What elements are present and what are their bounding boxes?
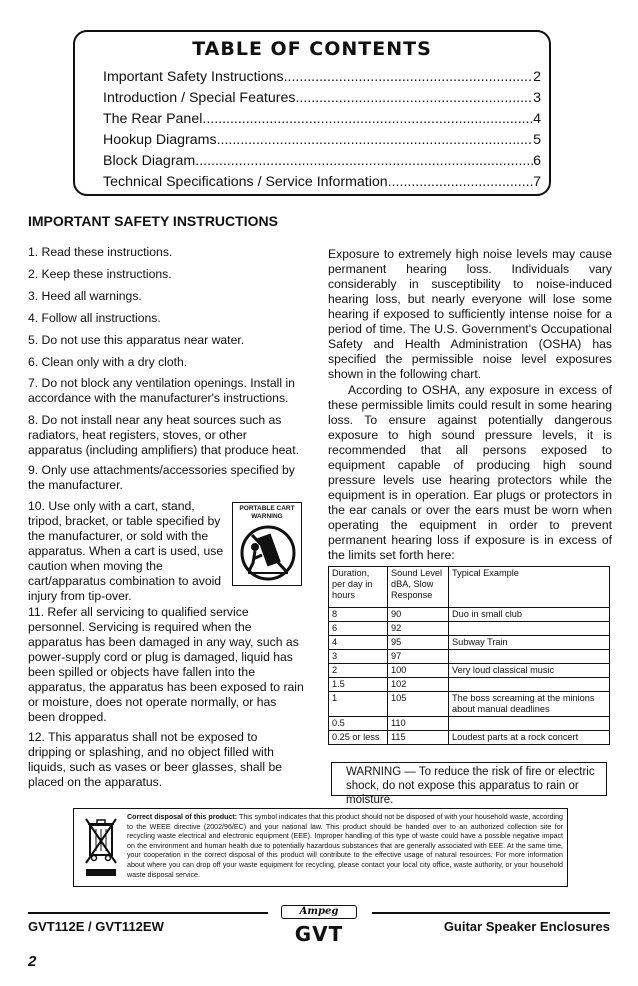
table-cell: 115 (388, 731, 449, 745)
table-cell: Loudest parts at a rock concert (449, 731, 610, 745)
table-header-row (329, 567, 610, 608)
toc-entry-page: 4 (533, 111, 541, 127)
table-cell (449, 622, 610, 636)
table-cell: 102 (388, 678, 449, 692)
table-cell: 92 (388, 622, 449, 636)
table-row (329, 664, 610, 678)
toc-entry[interactable] (103, 68, 541, 87)
table-cell: 3 (329, 650, 388, 664)
instruction-item: 6. Clean only with a dry cloth. (28, 355, 188, 369)
toc-entry-label: Hookup Diagrams (103, 132, 217, 148)
toc-entry-label: The Rear Panel (103, 111, 203, 127)
page-number: 2 (28, 953, 37, 970)
table-row (329, 622, 610, 636)
table-cell: 0.25 or less (329, 731, 388, 745)
table-cell: 8 (329, 608, 388, 622)
toc-entry[interactable] (103, 89, 541, 108)
toc-entry-page: 5 (533, 132, 541, 148)
portable-cart-warning (232, 502, 302, 586)
brand-logo: Ampeg (281, 905, 357, 919)
disposal-lead: Correct disposal of this product: (127, 813, 238, 821)
warning-box: WARNING — To reduce the risk of fire or electric shock, do not expose this apparatus to rain or moisture. (331, 762, 607, 796)
toc-entry-label: Important Safety Instructions (103, 69, 284, 85)
instruction-item: 12. This apparatus shall not be exposed to dripping or splashing, and no object filled with liquids, such as vases or beer glasses, shall be placed on the apparatus. (28, 730, 283, 789)
table-cell: 100 (388, 664, 449, 678)
table-row (329, 731, 610, 745)
toc-entry-page: 7 (533, 174, 541, 190)
table-row (329, 650, 610, 664)
table-cell: Very loud classical music (449, 664, 610, 678)
instruction-item: 9. Only use attachments/accessories specified by the manufacturer. (28, 463, 295, 492)
table-cell (449, 650, 610, 664)
table-cell: 2 (329, 664, 388, 678)
toc-entry-label: Block Diagram (103, 153, 196, 169)
footer-product-type: Guitar Speaker Enclosures (443, 919, 610, 934)
table-of-contents (73, 30, 551, 196)
table-cell: 6 (329, 622, 388, 636)
instruction-item: 1. Read these instructions. (28, 245, 173, 259)
toc-entry-page: 2 (533, 69, 541, 85)
table-cell (449, 678, 610, 692)
disposal-text (127, 813, 563, 880)
column-header: Typical Example (449, 567, 610, 608)
disposal-body: This symbol indicates that this product should not be disposed of with your household waste, according to the WEEE directive (2002/96/EC) and your national law. This product should be handed over to an authorized collection site for recycling waste electrical and electronic equipment (EEE). Improper handling of this type of waste could have a possible negative impact on the environment and human health due to potentially hazardous substances that are generally associated with EEE. At the same time, your cooperation in the correct disposal of this product will contribute to the effective usage of natural resources. For more information about where you can drop off your waste equipment for recycling, please contact your local city office, waste authority, or your household waste disposal service. (127, 813, 563, 879)
osha-paragraph: According to OSHA, any exposure in excess of these permissible limits could result in some hearing loss. To ensure against potentially dangerous exposure to high sound pressure levels, it is recommended that all persons exposed to equipment capable of producing high sound pressure levels use hearing protectors while the equipment is in operation. Ear plugs or protectors in the ear canals or over the ears must be worn when operating the equipment in order to prevent permanent hearing loss if exposure is in excess of the limits set forth here: (328, 383, 612, 562)
cart-tip-over-icon (240, 523, 296, 583)
table-cell: 1 (329, 692, 388, 717)
toc-entry[interactable] (103, 131, 541, 150)
instruction-item: 5. Do not use this apparatus near water. (28, 333, 245, 347)
table-cell: Duo in small club (449, 608, 610, 622)
instruction-item: 11. Refer all servicing to qualified service personnel. Servicing is required when the apparatus has been damaged in any way, such as power-supply cord or plug is damaged, liquid has been spilled or objects have fallen into the apparatus, the apparatus has been exposed to rain or moisture, does not operate normally, or has been dropped. (28, 605, 304, 724)
toc-entry-label: Introduction / Special Features (103, 90, 296, 106)
toc-entry-page: 6 (533, 153, 541, 169)
footer-rule-left (28, 912, 268, 914)
toc-title: TABLE OF CONTENTS (192, 38, 432, 60)
column-header: Sound Level dBA, Slow Response (388, 567, 449, 608)
table-row (329, 678, 610, 692)
table-cell: 105 (388, 692, 449, 717)
osha-noise-table (328, 566, 610, 745)
table-row (329, 692, 610, 717)
table-cell: 1.5 (329, 678, 388, 692)
table-cell: 0.5 (329, 717, 388, 731)
toc-entry[interactable] (103, 173, 541, 192)
instruction-item: 2. Keep these instructions. (28, 267, 172, 281)
table-row (329, 717, 610, 731)
table-cell: 4 (329, 636, 388, 650)
disposal-notice (73, 808, 568, 887)
toc-entry-label: Technical Specifications / Service Information (103, 174, 388, 190)
instruction-item: 3. Heed all warnings. (28, 289, 142, 303)
noise-exposure-paragraph: Exposure to extremely high noise levels may cause permanent hearing loss. Individuals vary considerably in susceptibility to noise-induced hearing loss, but nearly everyone will lose some hearing if exposed to sufficiently intense noise for a period of time. The U.S. Government's Occupational Safety and Health Administration (OSHA) has specified the permissible noise level exposures shown in the following chart. (328, 247, 612, 381)
table-cell: 90 (388, 608, 449, 622)
table-cell: Subway Train (449, 636, 610, 650)
instruction-item: 10. Use only with a cart, stand, tripod, bracket, or table specified by the manufacturer, or sold with the apparatus. When a cart is used, use caution when moving the cart/apparatus combination to avoid injury from tip-over. (28, 499, 224, 603)
table-cell: The boss screaming at the minions about manual deadlines (449, 692, 610, 717)
footer-rule-right (372, 912, 610, 914)
table-row (329, 636, 610, 650)
table-cell: 95 (388, 636, 449, 650)
table-cell: 97 (388, 650, 449, 664)
cart-warning-label: PORTABLE CART WARNING (239, 505, 295, 520)
instruction-item: 8. Do not install near any heat sources such as radiators, heat registers, stoves, or other apparatus (including amplifiers) that produce heat. (28, 413, 299, 457)
column-header: Duration, per day in hours (329, 567, 388, 608)
table-row (329, 608, 610, 622)
section-heading: IMPORTANT SAFETY INSTRUCTIONS (28, 213, 278, 229)
instruction-item: 7. Do not block any ventilation openings. Install in accordance with the manufacturer's instructions. (28, 376, 295, 405)
toc-entry[interactable] (103, 152, 541, 171)
series-logo: GVT (294, 922, 344, 946)
table-cell (449, 717, 610, 731)
toc-entry[interactable] (103, 110, 541, 129)
instruction-item: 4. Follow all instructions. (28, 311, 161, 325)
toc-entry-page: 3 (533, 90, 541, 106)
footer-model: GVT112E / GVT112EW (28, 919, 164, 934)
weee-crossed-bin-icon (84, 815, 118, 879)
table-cell: 110 (388, 717, 449, 731)
